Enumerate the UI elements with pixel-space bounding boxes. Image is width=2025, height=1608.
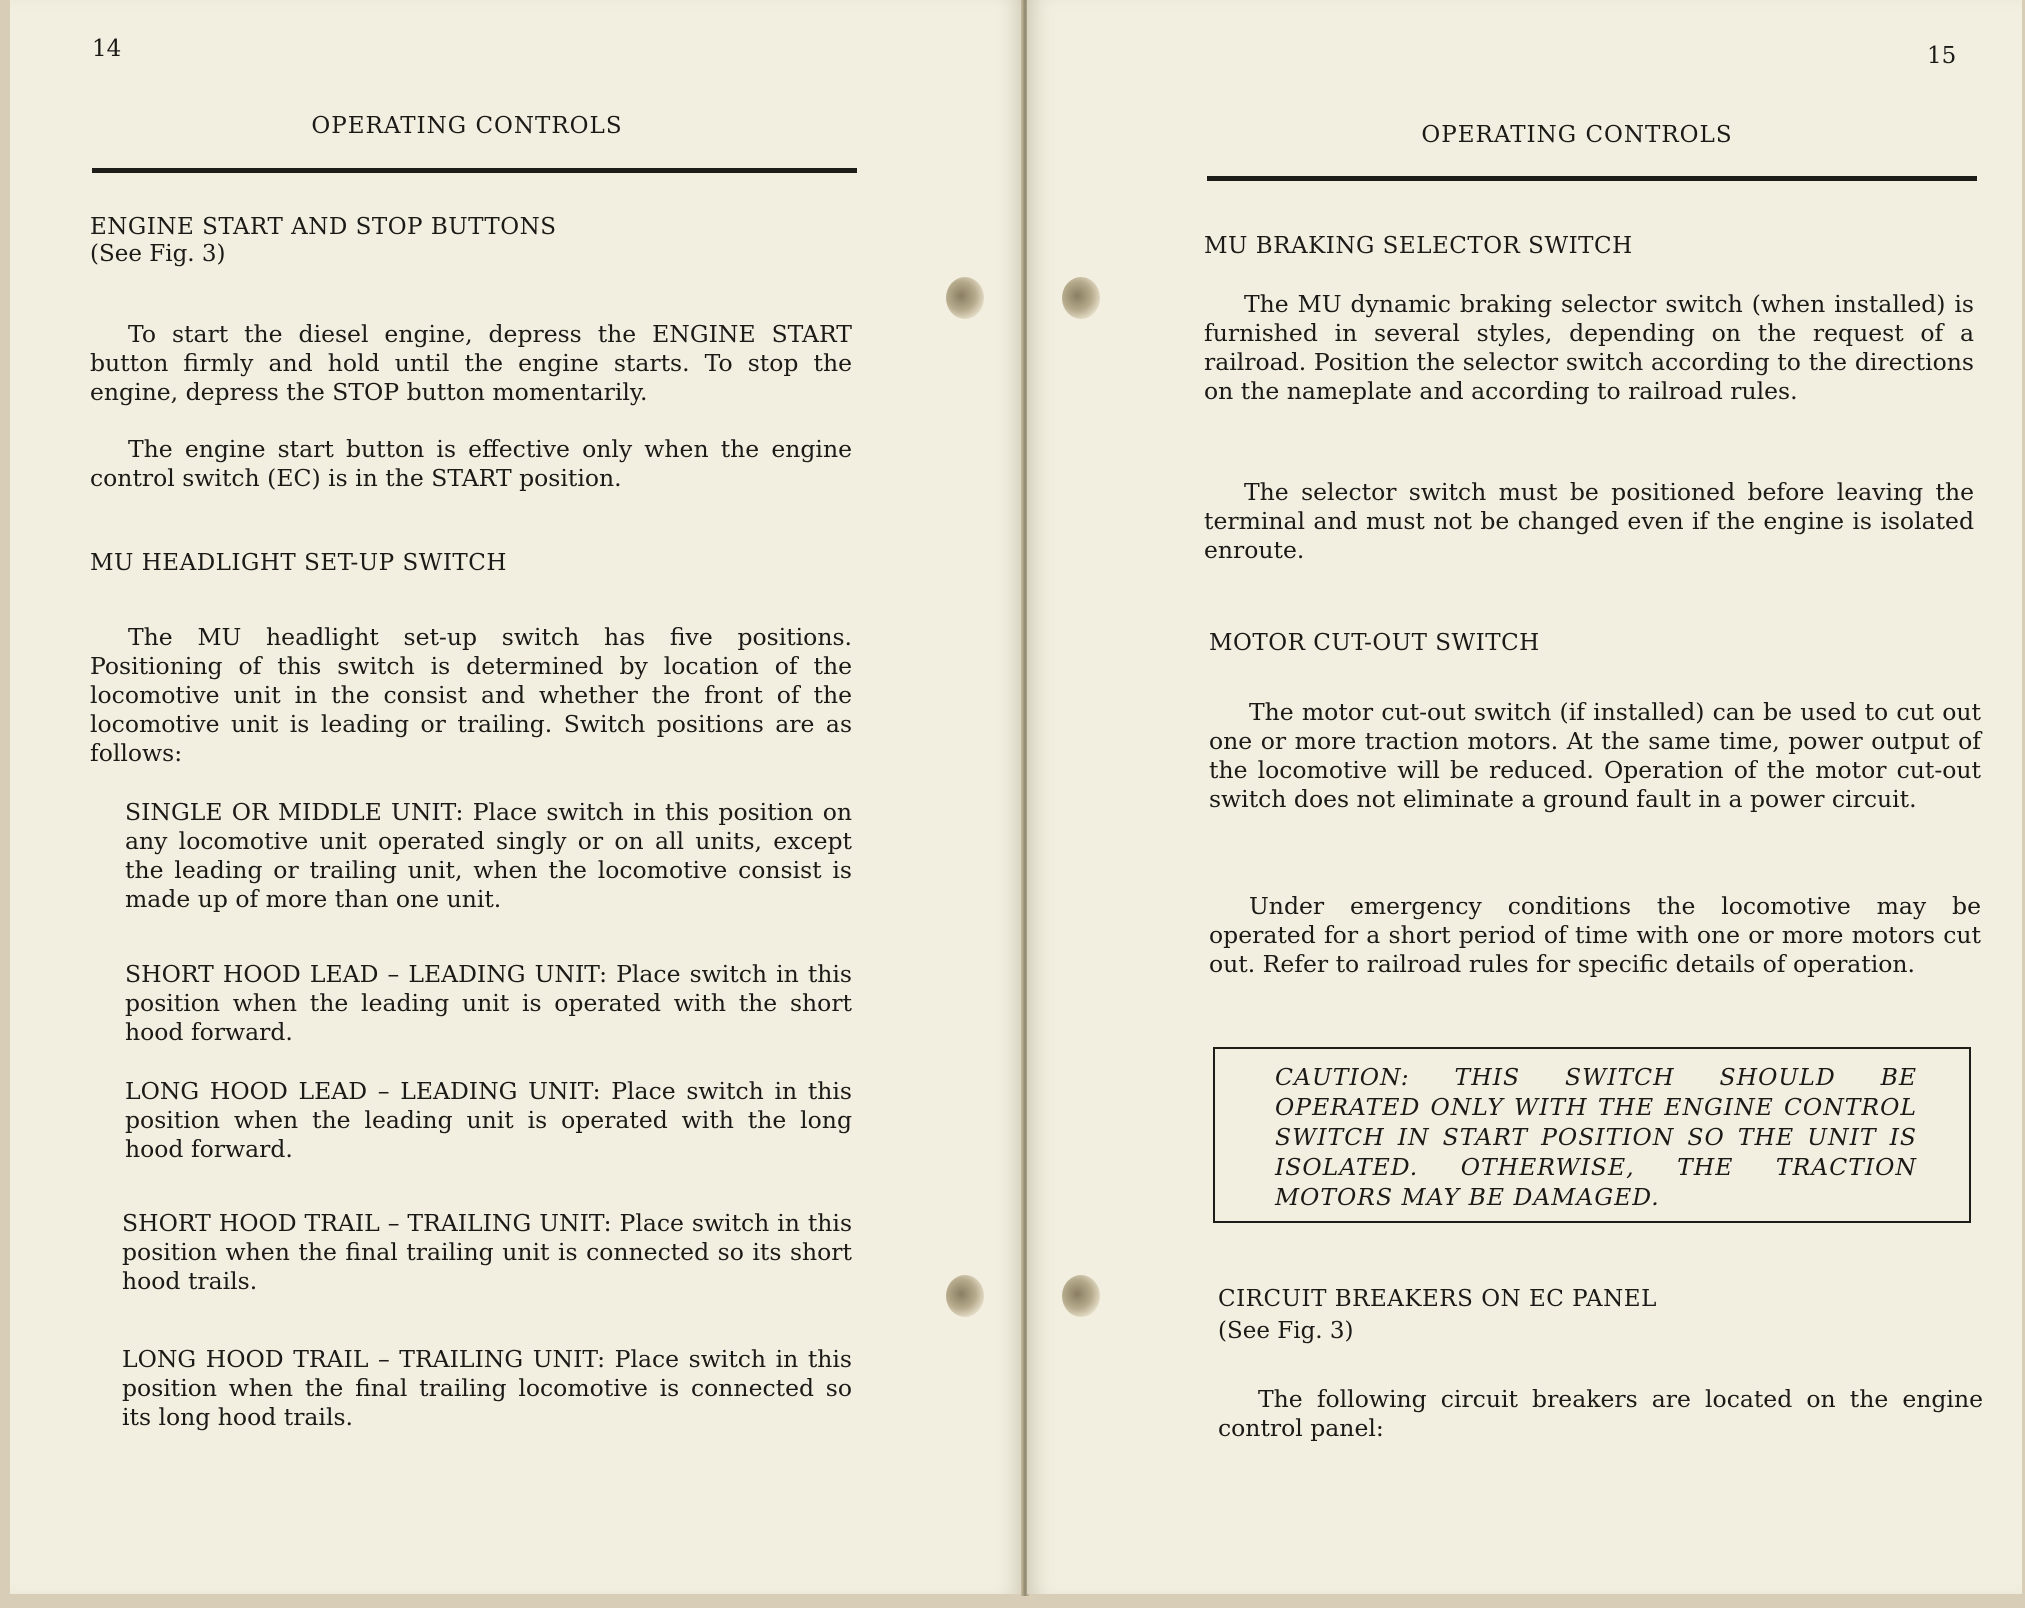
caution-text: CAUTION: THIS SWITCH SHOULD BE OPERATED ONLY WITH THE ENGINE CONTROL SWITCH IN START POSITION SO THE UNIT IS ISOLATED. OTHERWISE, THE TRACTION MOTORS MAY BE DAMAGED. [1275, 1063, 1917, 1211]
switch-position-item: SHORT HOOD LEAD – LEADING UNIT: Place switch in this position when the leading unit is operated with the short hood forward. [125, 960, 852, 1046]
binder-hole [946, 1275, 984, 1317]
page-number: 14 [92, 36, 122, 62]
paragraph: The selector switch must be positioned before leaving the terminal and must not be changed even if the engine is isolated enroute. [1204, 478, 1974, 564]
switch-position-item: SHORT HOOD TRAIL – TRAILING UNIT: Place switch in this position when the final trailing unit is connected so its short hood trails. [122, 1209, 852, 1295]
binder-hole [946, 277, 984, 319]
page-header: OPERATING CONTROLS [1421, 122, 1733, 148]
page-number: 15 [1927, 43, 1957, 69]
paragraph: Under emergency conditions the locomotive may be operated for a short period of time with one or more motors cut out. Refer to railroad rules for specific details of operation. [1209, 892, 1981, 978]
page-header: OPERATING CONTROLS [311, 113, 623, 139]
switch-position-item: SINGLE OR MIDDLE UNIT: Place switch in this position on any locomotive unit operated singly or on all units, except the leading or trailing unit, when the locomotive consist is made up of more than one unit. [125, 798, 852, 913]
switch-position-item: LONG HOOD LEAD – LEADING UNIT: Place switch in this position when the leading unit is operated with the long hood forward. [125, 1077, 852, 1163]
binder-hole [1062, 277, 1100, 319]
header-rule [1207, 176, 1977, 181]
paragraph: The MU headlight set-up switch has five positions. Positioning of this switch is determined by location of the locomotive unit in the consist and whether the front of the locomotive unit is leading or trailing. Switch positions are as follows: [90, 623, 852, 767]
section-heading: ENGINE START AND STOP BUTTONS [90, 214, 557, 240]
section-heading: MU BRAKING SELECTOR SWITCH [1204, 233, 1633, 259]
binder-hole [1062, 1275, 1100, 1317]
paragraph: The engine start button is effective only when the engine control switch (EC) is in the START position. [90, 435, 852, 492]
paragraph: The following circuit breakers are located on the engine control panel: [1218, 1385, 1983, 1442]
header-rule [92, 168, 857, 173]
booklet-spread [10, 0, 2022, 1596]
right-page [1027, 0, 2022, 1594]
section-heading: CIRCUIT BREAKERS ON EC PANEL [1218, 1286, 1657, 1312]
left-page [10, 0, 1023, 1594]
paragraph: To start the diesel engine, depress the ENGINE START button firmly and hold until the engine starts. To stop the engine, depress the STOP button momentarily. [90, 320, 852, 406]
switch-position-item: LONG HOOD TRAIL – TRAILING UNIT: Place switch in this position when the final trailing locomotive is connected so its long hood trails. [122, 1345, 852, 1431]
figure-reference: (See Fig. 3) [90, 241, 226, 267]
paragraph: The MU dynamic braking selector switch (when installed) is furnished in several styles, depending on the request of a railroad. Position the selector switch according to the directions on the nameplate and according to railroad rules. [1204, 290, 1974, 405]
section-heading: MOTOR CUT-OUT SWITCH [1209, 630, 1540, 656]
section-heading: MU HEADLIGHT SET-UP SWITCH [90, 550, 507, 576]
paragraph: The motor cut-out switch (if installed) can be used to cut out one or more traction motors. At the same time, power output of the locomotive will be reduced. Operation of the motor cut-out switch does not eliminate a ground fault in a power circuit. [1209, 698, 1981, 813]
figure-reference: (See Fig. 3) [1218, 1318, 1354, 1344]
